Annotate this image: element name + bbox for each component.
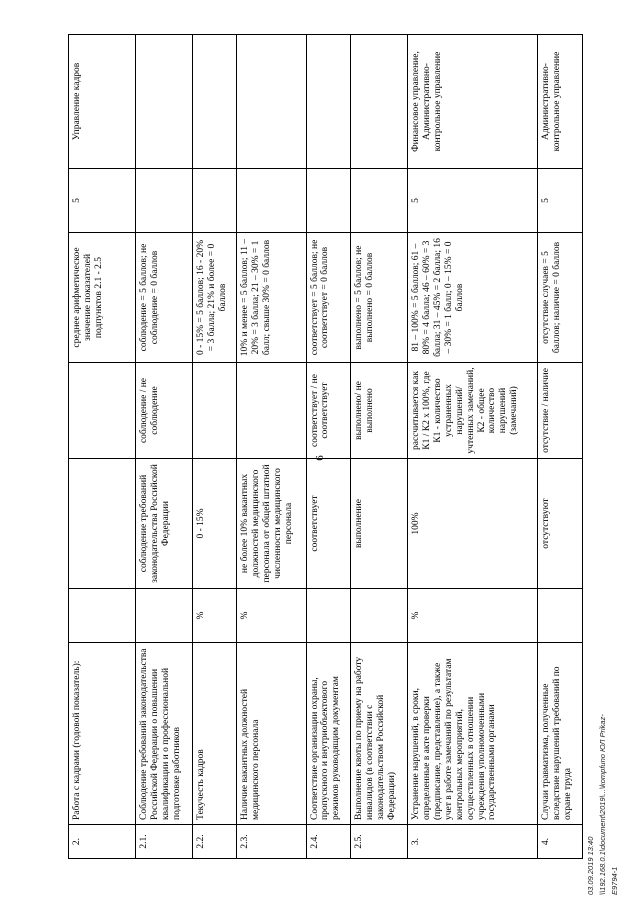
value-cell	[69, 363, 136, 459]
value-cell: соблюдение / не соблюдение	[136, 363, 193, 459]
document-table-container	[68, 35, 583, 859]
indicator-cell: Устранение нарушений, в сроки, определенные в акте проверки (предписание, представление), а также учет в работе замечаний по результатам контрольных мероприятий, осуществленных в отношении учреждения уполномоченными государственными органами	[407, 643, 537, 825]
unit-cell: %	[237, 589, 306, 643]
row-number: 2.2.	[192, 825, 237, 859]
unit-cell: %	[192, 589, 237, 643]
unit-cell	[136, 589, 193, 643]
responsible-cell: Управление кадров	[69, 35, 136, 169]
table-row	[136, 35, 193, 859]
table-row	[237, 35, 306, 859]
value-cell: выполнено/ не выполнено	[351, 363, 408, 459]
responsible-cell: Административно-контрольное управление	[538, 35, 583, 169]
points-cell: 5	[407, 169, 537, 233]
responsible-cell	[237, 35, 306, 169]
responsible-cell	[306, 35, 351, 169]
table-row	[306, 35, 351, 859]
row-number: 2.3.	[237, 825, 306, 859]
indicator-cell: Текучесть кадров	[192, 643, 237, 825]
row-number: 2.5.	[351, 825, 408, 859]
row-number: 2.4.	[306, 825, 351, 859]
indicator-cell: Случаи травматизма, полученные вследствие нарушений требований по охране труда	[538, 643, 583, 825]
norm-cell: отсутствуют	[538, 459, 583, 589]
norm-cell: выполнение	[351, 459, 408, 589]
scoring-cell: 81 – 100% = 5 баллов; 61 – 80% = 4 балла; 46 – 60% = 3 балла; 31 – 45% = 2 балла; 16 – 30% = 1 балл; 0 – 15% = 0 баллов	[407, 233, 537, 363]
norm-cell: 0 - 15%	[192, 459, 237, 589]
unit-cell	[69, 589, 136, 643]
row-number: 4.	[538, 825, 583, 859]
responsible-cell	[351, 35, 408, 169]
norm-cell: 100%	[407, 459, 537, 589]
indicator-cell: Работа с кадрами (годовой показатель):	[69, 643, 136, 825]
unit-cell	[538, 589, 583, 643]
indicator-cell: Выполнение квоты по приему на работу инвалидов (в соответствии с законодательством Российской Федерации)	[351, 643, 408, 825]
value-cell	[192, 363, 237, 459]
unit-cell: %	[407, 589, 537, 643]
points-cell	[306, 169, 351, 233]
indicator-cell: Соответствие организации охраны, пропускного и внутриобъектового режимов руководящим документам	[306, 643, 351, 825]
norm-cell	[69, 459, 136, 589]
footer-path: \\192.168.0.1\document\2019\...\kompfuno ЮЛ Prikaz-E9794-1	[598, 714, 619, 895]
row-number: 2.1.	[136, 825, 193, 859]
row-number: 3.	[407, 825, 537, 859]
points-cell: 5	[69, 169, 136, 233]
row-number: 2.	[69, 825, 136, 859]
responsible-cell	[136, 35, 193, 169]
table-row	[351, 35, 408, 859]
points-cell	[237, 169, 306, 233]
points-cell	[192, 169, 237, 233]
scoring-cell: соответствует = 5 баллов; не соответствует = 0 баллов	[306, 233, 351, 363]
scoring-cell: 10% и менее = 5 баллов; 11 – 20% = 3 балла; 21 – 30% = 1 балл; свыше 30% = 0 баллов	[237, 233, 306, 363]
document-footer	[585, 710, 619, 895]
table-row	[69, 35, 136, 859]
points-cell	[351, 169, 408, 233]
indicator-cell: Наличие вакантных должностей медицинского персонала	[237, 643, 306, 825]
scoring-cell: 0 - 15% = 5 баллов; 16 - 20% = 3 балла; 21% и более = 0 баллов	[192, 233, 237, 363]
points-cell	[136, 169, 193, 233]
scoring-cell: соблюдение = 5 баллов; не соблюдение = 0 баллов	[136, 233, 193, 363]
scoring-cell: отсутствие случаев = 5 баллов; наличие = 0 баллов	[538, 233, 583, 363]
table-row	[192, 35, 237, 859]
value-cell: отсутствие / наличие	[538, 363, 583, 459]
norm-cell: соответствует	[306, 459, 351, 589]
norm-cell: не более 10% вакантных должностей медицинского персонала от общей штатной численности медицинского персонала	[237, 459, 306, 589]
value-cell	[237, 363, 306, 459]
responsible-cell	[192, 35, 237, 169]
points-cell: 5	[538, 169, 583, 233]
table-row	[407, 35, 537, 859]
page-number: 6	[314, 455, 326, 461]
footer-timestamp: 03.09.2019 13:40	[586, 836, 595, 895]
unit-cell	[306, 589, 351, 643]
norm-cell: соблюдение требований законодательства Российской Федерации	[136, 459, 193, 589]
indicator-cell: Соблюдение требований законодательства Российской Федерации о повышении квалификации и о профессиональной подготовке работников	[136, 643, 193, 825]
responsible-cell: Финансовое управление, Административно-контрольное управление	[407, 35, 537, 169]
table-row	[538, 35, 583, 859]
criteria-table	[68, 34, 583, 859]
scoring-cell: выполнено = 5 баллов; не выполнено = 0 баллов	[351, 233, 408, 363]
value-cell: соответствует / не соответствует	[306, 363, 351, 459]
value-cell: рассчитывается как К1 / К2 х 100%, где К1 - количество устраненных нарушений/ учтенных замечаний, К2 - общее количество нарушений (замечаний)	[407, 363, 537, 459]
scoring-cell: среднее арифметическое значение показателей подпунктов 2.1 - 2.5	[69, 233, 136, 363]
unit-cell	[351, 589, 408, 643]
